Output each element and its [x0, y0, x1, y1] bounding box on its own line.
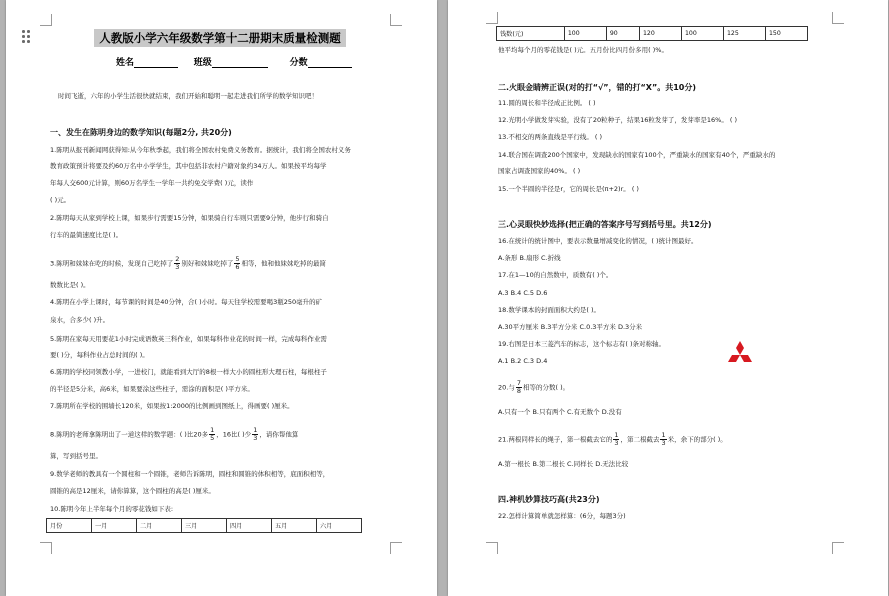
- table-row: [47, 519, 362, 533]
- q4-line-2: 泉水，合多少( )升。: [50, 316, 110, 324]
- q20-line: [498, 380, 569, 395]
- table-cell: 五月: [272, 519, 317, 533]
- margin-mark-top-left: [486, 12, 498, 24]
- q21-text-mid: ，第二根截去: [620, 435, 660, 444]
- table-cell: 150: [765, 27, 807, 41]
- q5-line-1: 5.陈明在家每天用要花1小时完成语数英三科作业，如果每科作业花的时间一样，完成每科作业需: [50, 335, 327, 343]
- class-blank[interactable]: [212, 58, 268, 68]
- q21-options: A.第一根长 B.第二根长 C.同样长 D.无法比较: [498, 460, 629, 468]
- q7-line-1: 7.陈明所在学校的围墙长120米，如果按1:2000的比例画到图纸上，得画要( )厘米。: [50, 402, 294, 410]
- q5-line-2: 要( )分，每科作业占总时间的( )。: [50, 351, 149, 359]
- q8-text-post: ，请你帮他算: [259, 430, 299, 439]
- q16-options: A.条形 B.扇形 C.折线: [498, 254, 561, 262]
- table-cell: 钱数(元): [497, 27, 565, 41]
- q16-line: 16.在统计的统计图中，要表示数量增减变化的情况，( )统计图最好。: [498, 237, 698, 245]
- table-cell: 90: [606, 27, 639, 41]
- q2-line-2: 行车的最简速度比是( )。: [50, 231, 123, 239]
- table-cell: 月份: [47, 519, 92, 533]
- document-page-2: [448, 0, 888, 596]
- q3-text-post: 相等，他和他妹妹吃掉的最简: [241, 259, 326, 268]
- table-cell: 100: [681, 27, 723, 41]
- intro-text: 时间飞逝，六年的小学生活很快就结束，我们开始和聪明一起走进我们所学的数学知识吧！: [58, 92, 318, 100]
- document-page-1: [6, 0, 437, 596]
- q19-options: A.1 B.2 C.3 D.4: [498, 357, 548, 365]
- drag-handle-icon[interactable]: [22, 30, 32, 44]
- q6-line-1: 6.陈明的学校同领教小学，一进校门，就能看到大厅的8根一样大小的圆柱形大理石柱，每根柱子: [50, 368, 327, 376]
- q10-line-1: 10.陈明今年上半年每个月的零花钱如下表:: [50, 505, 174, 513]
- q4-line-1: 4.陈明在小学上课时，每节课的时间是40分钟，合( )小时。每天往学校需要喝3瓶250毫升的矿: [50, 298, 323, 306]
- q10-continuation: 他平均每个月的零花钱是( )元。五月份比四月份多用( )%。: [498, 46, 668, 54]
- q1-line-3: 年每人交600元计算，则60万名学生一学年一共约免交学费( )元，读作: [50, 179, 254, 187]
- table-cell: 四月: [227, 519, 272, 533]
- margin-mark-bottom-left: [40, 542, 52, 554]
- q21-line: [498, 432, 727, 447]
- table-cell: 120: [640, 27, 682, 41]
- q3-line-2: 数数比是( )。: [50, 281, 90, 289]
- q9-line-1: 9.数学老师的教具有一个圆柱和一个圆锥，老师告诉陈明，圆柱和圆锥的体积相等，底面积相等，: [50, 470, 330, 478]
- q14-line-2: 国家占调查国家的40%。 ( ): [498, 167, 581, 175]
- q1-line-4: ( )元。: [50, 196, 71, 204]
- q18-line: 18.数学课本的封面面积大约是( )。: [498, 306, 600, 314]
- table-cell: 三月: [182, 519, 227, 533]
- fraction: $\frac{2}{3}$: [175, 255, 180, 271]
- q22-line: 22.怎样计算简单就怎样算：(6分，每题3分): [498, 512, 626, 520]
- margin-mark-bottom-right: [832, 542, 844, 554]
- q17-options: A.3 B.4 C.5 D.6: [498, 289, 548, 297]
- q8-text-pre: 8.陈明的老师拿陈明出了一道这样的数学题：( )比20多: [50, 430, 209, 439]
- q1-line-1: 1.陈明从报刊新闻网获得知:从今年秋季起，我们将全国农村免费义务教育。据统计，我们将全国农村义务: [50, 146, 351, 154]
- margin-mark-top-right: [832, 12, 844, 24]
- months-table: [46, 518, 362, 533]
- margin-mark-bottom-left: [486, 542, 498, 554]
- class-label: 班级: [193, 58, 212, 68]
- name-label: 姓名: [116, 58, 135, 68]
- q3-line-1: [50, 256, 326, 271]
- margin-mark-top-left: [40, 14, 52, 26]
- q6-line-2: 的半径是5分米，高6米，如果要涂这些柱子，需涂的面积是( )平方米。: [50, 385, 254, 393]
- mitsubishi-logo-icon: [722, 340, 758, 372]
- q8-line-2: 算，写到括号里。: [50, 452, 102, 460]
- q20-options: A.只有一个 B.只有两个 C.有无数个 D.没有: [498, 408, 622, 416]
- table-row: [497, 27, 808, 41]
- table-cell: 六月: [317, 519, 362, 533]
- q20-text-pre: 20.与: [498, 383, 515, 392]
- fraction: $\frac{1}{3}$: [614, 431, 619, 447]
- q17-line: 17.在1—10的自然数中，质数有( )个。: [498, 271, 613, 279]
- margin-mark-bottom-right: [390, 542, 402, 554]
- q14-line-1: 14.联合国在调查200个国家中，发现缺水的国家有100个，严重缺水的国家有40个，严重缺水的: [498, 151, 776, 159]
- q1-line-2: 教育政策预计将要及约60万名中小学学生，其中包括非农村户籍对象约34万人。如果按平均每学: [50, 162, 327, 170]
- fraction: $\frac{7}{8}$: [516, 379, 521, 395]
- exam-title[interactable]: 人教版小学六年级数学第十二册期末质量检测题: [94, 29, 346, 47]
- fraction: $\frac{5}{6}$: [235, 255, 240, 271]
- q2-line-1: 2.陈明每天从家到学校上课，如果步行需要15分钟，如果骑自行车则只需要9分钟，他步行和骑自: [50, 214, 329, 222]
- score-label: 分数: [289, 58, 308, 68]
- table-cell: 100: [564, 27, 606, 41]
- q11-line: 11.圆的周长和半径成正比例。 ( ): [498, 99, 596, 107]
- q9-line-2: 圆锥的高是12厘米，请你算算，这个圆柱的高是( )厘米。: [50, 487, 215, 495]
- score-blank[interactable]: [308, 58, 352, 68]
- student-info-line: [116, 55, 352, 68]
- q8-line-1: [50, 427, 298, 442]
- section-2-heading: 二.火眼金睛辨正误(对的打“√”，错的打“X”。共10分): [498, 83, 697, 92]
- q3-text-mid: 别好和妹妹吃掉了: [181, 259, 234, 268]
- q21-text-pre: 21.两根同样长的绳子，第一根截去它的: [498, 435, 613, 444]
- name-blank[interactable]: [134, 58, 178, 68]
- q13-line: 13.不相交的两条直线是平行线。 ( ): [498, 133, 603, 141]
- fraction: $\frac{1}{5}$: [210, 426, 215, 442]
- fraction: $\frac{1}{3}$: [661, 431, 666, 447]
- section-4-heading: 四.神机妙算技巧高(共23分): [498, 495, 600, 504]
- q21-text-post: 米，余下的部分( )。: [667, 435, 727, 444]
- table-cell: 一月: [92, 519, 137, 533]
- money-table: [496, 26, 808, 41]
- fraction: $\frac{1}{3}$: [253, 426, 258, 442]
- q8-text-mid: ，16比( )少: [216, 430, 252, 439]
- section-3-heading: 三.心灵眼快妙选择(把正确的答案序号写到括号里。共12分): [498, 220, 712, 229]
- q3-text-pre: 3.陈明和妹妹在吃的时候，发现自己吃掉了: [50, 259, 174, 268]
- q19-line: 19.右图是日本三菱汽车的标志，这个标志有( )条对称轴。: [498, 340, 665, 348]
- section-1-heading: 一、发生在陈明身边的数学知识(每题2分, 共20分): [50, 128, 232, 137]
- margin-mark-top-right: [390, 14, 402, 26]
- q15-line: 15.一个半圆的半径是r，它的周长是(π+2)r。 ( ): [498, 185, 639, 193]
- q12-line: 12.光明小学做发芽实验，没有了20粒种子，结果16粒发芽了，发芽率是16%。 ( ): [498, 116, 738, 124]
- table-cell: 125: [723, 27, 765, 41]
- q20-text-post: 相等的分数( )。: [522, 383, 570, 392]
- table-cell: 二月: [137, 519, 182, 533]
- q18-options: A.30平方厘米 B.3平方分米 C.0.3平方米 D.3分米: [498, 323, 643, 331]
